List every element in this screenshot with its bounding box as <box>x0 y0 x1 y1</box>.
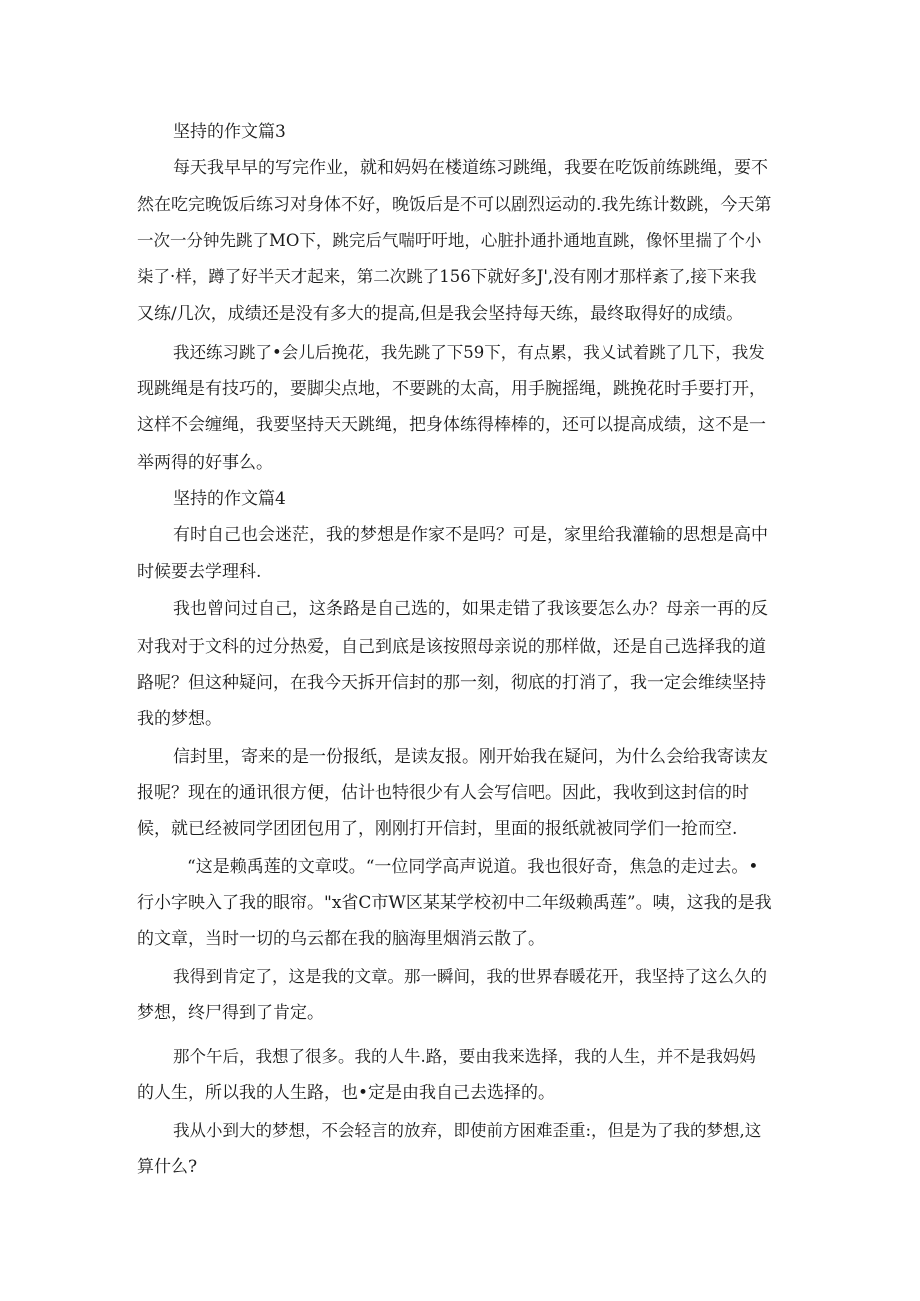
text-line: 有时自己也会迷茫，我的梦想是作家不是吗？可是，家里给我灌输的思想是高中 <box>173 525 768 545</box>
text-line: 我得到肯定了，这是我的文章。那一瞬间，我的世界春暖花开，我坚持了这么久的 <box>173 967 767 986</box>
text-line: 算什么? <box>137 1157 198 1177</box>
text-line: 行小字映入了我的眼帘。"x省C市W区某某学校初中二年级赖禹莲”。咦，这我的是我 <box>137 893 772 913</box>
text-line: 的文章，当时一切的乌云都在我的脑海里烟消云散了。 <box>137 929 545 949</box>
text-line: 举两得的好事么。 <box>137 453 273 473</box>
text-line: 报呢？现在的通讯很方便，估计也特很少有人会写信吧。因此，我收到这封信的时 <box>137 783 749 803</box>
heading-essay-3: 坚持的作文篇3 <box>173 122 286 142</box>
text-line: “这是赖禹莲的文章哎。“一位同学高声说道。我也很好奇，焦急的走过去。• <box>187 857 759 877</box>
text-line: 时候要去学理科. <box>137 562 262 582</box>
text-line: 每天我早早的写完作业，就和妈妈在楼道练习跳绳，我要在吃饭前练跳绳，要不 <box>173 158 768 178</box>
heading-essay-4: 坚持的作文篇4 <box>173 489 286 509</box>
text-line: 我的梦想。 <box>137 709 222 729</box>
text-line: 一次一分钟先跳了MO下，跳完后气喘吁吁地，心脏扑通扑通地直跳，像怀里揣了个小 <box>137 231 762 250</box>
text-line: 现跳绳是有技巧的，要脚尖点地，不要跳的太高，用手腕摇绳，跳挽花时手要打开， <box>137 379 766 399</box>
text-line: 我也曾问过自己，这条路是自己选的，如果走错了我该要怎么办？母亲一再的反 <box>173 599 768 619</box>
text-line: 信封里，寄来的是一份报纸，是读友报。刚开始我在疑问，为什么会给我寄读友 <box>173 747 768 767</box>
text-line: 的人生，所以我的人生路，也•定是由我自己去选择的。 <box>137 1083 556 1103</box>
text-line: 我还练习跳了•会儿后挽花，我先跳了下59下，有点累，我乂试着跳了几下，我发 <box>173 343 765 362</box>
text-line: 又练/几次，成绩还是没有多大的提高,但是我会坚持每天练，最终取得好的成绩。 <box>137 304 744 324</box>
text-line: 候，就已经被同学团团包用了，刚刚打开信封，里面的报纸就被同学们一抢而空. <box>137 819 738 839</box>
text-line: 路呢？但这种疑问，在我今天拆开信封的那一刻，彻底的打消了，我一定会维续坚持 <box>137 673 766 693</box>
text-line: 对我对于文科的过分热爱，自己到底是该按照母亲说的那样做，还是自己选择我的道 <box>137 637 766 657</box>
text-line: 柒了·样，蹲了好半天才起来，第二次跳了156下就好多J',没有刚才那样紊了,接下来我 <box>137 267 757 286</box>
text-line: 梦想，终尸得到了肯定。 <box>137 1003 324 1023</box>
text-line: 我从小到大的梦想，不会轻言的放弃，即使前方困难歪重:，但是为了我的梦想,这 <box>173 1121 762 1140</box>
text-line: 然在吃完晚饭后练习对身体不好，晚饭后是不可以剧烈运动的.我先练计数跳，今天第 <box>137 195 772 215</box>
text-line: 那个午后，我想了很多。我的人牛.路，要由我来选择，我的人生，并不是我妈妈 <box>173 1047 756 1066</box>
text-line: 这样不会缠绳，我要坚持天天跳绳，把身体练得棒棒的，还可以提高成绩，这不是一 <box>137 415 766 435</box>
